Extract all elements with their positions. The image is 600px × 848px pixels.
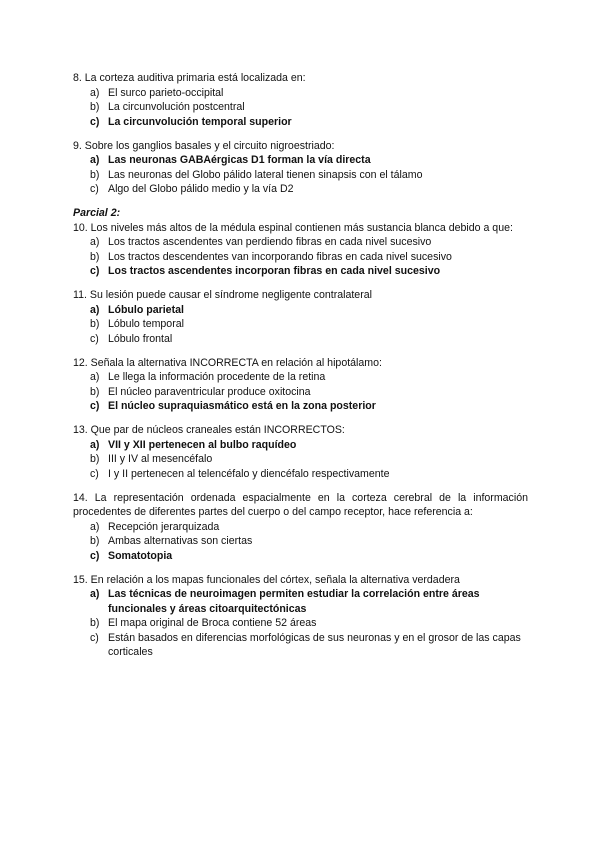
- option-text: Los tractos ascendentes van perdiendo fibras en cada nivel sucesivo: [108, 236, 432, 248]
- option-label: b): [90, 535, 100, 547]
- question-block: [73, 71, 528, 129]
- option: [73, 385, 528, 400]
- option-label: c): [90, 549, 100, 562]
- option: [73, 100, 528, 115]
- option-text: Recepción jerarquizada: [108, 520, 220, 533]
- option: [73, 317, 528, 332]
- option-list: [73, 153, 528, 197]
- option-label: a): [90, 154, 100, 166]
- option-label: b): [90, 453, 100, 465]
- option: [73, 534, 528, 549]
- correct-option: [73, 115, 528, 130]
- option-label: b): [90, 101, 100, 113]
- option-text: Están basados en diferencias morfológicas de sus neuronas y en el grosor de las capas corticales: [108, 631, 521, 658]
- option-label: a): [90, 303, 100, 316]
- option: [73, 235, 528, 250]
- option-text: Los tractos descendentes van incorporando fibras en cada nivel sucesivo: [108, 250, 452, 263]
- option-text: La circunvolución temporal superior: [108, 115, 292, 128]
- option-text: Lóbulo parietal: [108, 303, 184, 316]
- option-label: c): [90, 631, 99, 644]
- option-text: Las neuronas GABAérgicas D1 forman la vía directa: [108, 154, 371, 166]
- option-list: [73, 235, 528, 279]
- correct-option: [73, 264, 528, 279]
- question-block: [73, 288, 528, 346]
- option: [73, 182, 528, 197]
- option: [73, 616, 528, 631]
- question-text: 9. Sobre los ganglios basales y el circuito nigroestriado:: [73, 139, 335, 152]
- option: [73, 520, 528, 535]
- option-text: El núcleo supraquiasmático está en la zona posterior: [108, 400, 376, 412]
- option-label: c): [90, 183, 99, 195]
- option-list: [73, 303, 528, 347]
- question-text: 13. Que par de núcleos craneales están INCORRECTOS:: [73, 424, 345, 436]
- option-text: El mapa original de Broca contiene 52 áreas: [108, 617, 317, 629]
- question-text: 12. Señala la alternativa INCORRECTA en relación al hipotálamo:: [73, 356, 382, 369]
- option-label: b): [90, 617, 100, 629]
- exam-document: [73, 71, 528, 669]
- question-text: 10. Los niveles más altos de la médula espinal contienen más sustancia blanca debido a que:: [73, 221, 513, 234]
- option-text: El surco parieto-occipital: [108, 86, 224, 99]
- question-text: 15. En relación a los mapas funcionales del córtex, señala la alternativa verdadera: [73, 573, 460, 586]
- option-label: b): [90, 168, 100, 181]
- correct-option: [73, 153, 528, 168]
- option-text: III y IV al mesencéfalo: [108, 453, 213, 465]
- option-text: I y II pertenecen al telencéfalo y diencéfalo respectivamente: [108, 467, 390, 480]
- option-text: Algo del Globo pálido medio y la vía D2: [108, 183, 294, 195]
- correct-option: [73, 549, 528, 564]
- option-text: Le llega la información procedente de la retina: [108, 371, 326, 383]
- option-label: a): [90, 236, 100, 248]
- option-label: a): [90, 371, 100, 383]
- option-label: b): [90, 318, 100, 330]
- option: [73, 250, 528, 265]
- question-text: 8. La corteza auditiva primaria está localizada en:: [73, 72, 306, 84]
- option-label: a): [90, 520, 100, 533]
- option-label: c): [90, 400, 100, 412]
- option: [73, 631, 528, 660]
- option-label: b): [90, 250, 100, 263]
- question-text: 14. La representación ordenada espacialmente en la corteza cerebral de la información procedentes de diferentes partes del cuerpo o del campo receptor, hace referencia a:: [73, 491, 528, 518]
- option-label: c): [90, 115, 100, 128]
- option-label: a): [90, 588, 100, 600]
- option-text: Ambas alternativas son ciertas: [108, 535, 253, 547]
- option-text: Lóbulo frontal: [108, 332, 173, 345]
- option-label: c): [90, 467, 99, 480]
- option-label: a): [90, 438, 100, 451]
- option-text: Las técnicas de neuroimagen permiten estudiar la correlación entre áreas funcionales y áreas citoarquitectónicas: [108, 588, 480, 615]
- option-label: b): [90, 385, 100, 398]
- question-text: 11. Su lesión puede causar el síndrome negligente contralateral: [73, 289, 372, 301]
- option: [73, 467, 528, 482]
- option-text: Los tractos ascendentes incorporan fibras en cada nivel sucesivo: [108, 265, 441, 277]
- option: [73, 370, 528, 385]
- option-text: Somatotopia: [108, 549, 173, 562]
- option-label: c): [90, 332, 99, 345]
- option-text: VII y XII pertenecen al bulbo raquídeo: [108, 438, 297, 451]
- option-text: El núcleo paraventricular produce oxitocina: [108, 385, 311, 398]
- option-list: [73, 370, 528, 414]
- option-text: La circunvolución postcentral: [108, 101, 245, 113]
- option-label: c): [90, 265, 100, 277]
- option: [73, 452, 528, 467]
- questions-part-1: [73, 71, 528, 197]
- question-block: [73, 139, 528, 197]
- correct-option: [73, 438, 528, 453]
- option: [73, 168, 528, 183]
- option-text: Lóbulo temporal: [108, 318, 184, 330]
- section-title: Parcial 2:: [73, 207, 121, 219]
- question-block: [73, 221, 528, 279]
- option-text: Las neuronas del Globo pálido lateral tienen sinapsis con el tálamo: [108, 168, 423, 181]
- correct-option: [73, 303, 528, 318]
- question-block: [73, 423, 528, 481]
- option-list: [73, 438, 528, 482]
- correct-option: [73, 399, 528, 414]
- option: [73, 332, 528, 347]
- correct-option: [73, 587, 528, 616]
- option-label: a): [90, 86, 100, 99]
- option-list: [73, 86, 528, 130]
- question-block: [73, 356, 528, 414]
- question-block: [73, 573, 528, 660]
- question-block: [73, 491, 528, 564]
- option: [73, 86, 528, 101]
- option-list: [73, 520, 528, 564]
- option-list: [73, 587, 528, 660]
- questions-part-2: [73, 221, 528, 660]
